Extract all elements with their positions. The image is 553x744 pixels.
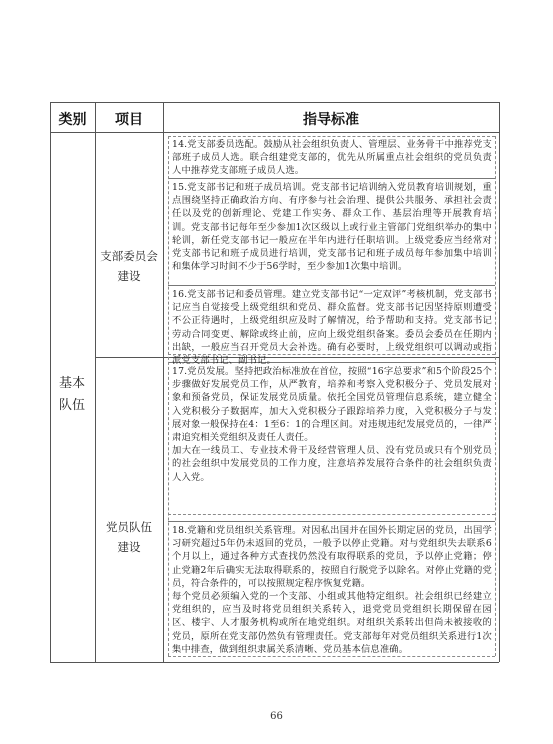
item-label-line: 建设 <box>117 269 141 283</box>
category-label <box>51 373 93 417</box>
header-category: 类别 <box>58 112 87 128</box>
page-number: 66 <box>270 711 283 722</box>
entry-paragraph: 加大在一线员工、专业技术骨干及经营管理人员、没有党员或只有个别党员的社会组织中发展党员的工作力度，注意培养发展符合条件的社会组织负责人入党。 <box>172 445 492 483</box>
entry-paragraph: 15.党支部书记和班子成员培训。党支部书记培训纳入党员教育培训规划，重点围绕坚持正确政治方向、有序参与社会治理、提供公共服务、承担社会责任以及党的创新理论、党建工作实务、群众工作、基层治理等开展教育培训。党支部书记每年至少参加1次区级以上或行业主管部门党组织举办的集中轮训，新任党支部书记一般应在半年内进行任职培训。上级党委应当经常对党支部书记和班子成员进行培训，党支部书记和班子成员每年参加集中培训和集体学习时间不少于56学时，至少参加1次集中培训。 <box>172 182 492 273</box>
item-label-line: 建设 <box>117 540 141 554</box>
category-label-line: 队伍 <box>58 398 85 413</box>
entry-paragraph: 16.党支部书记和委员管理。建立党支部书记“一定双评”考核机制，党支部书记应当自觉接受上级党组织和党员、群众监督。党支部书记因坚持原则遭受不公正待遇时，上级党组织应及时了解情况，给予帮助和支持。党支部书记劳动合同变更、解除或终止前，应向上级党组织备案。委员会委员在任期内出缺，一般应当召开党员大会补选。确有必要时，上级党组织可以调动或指派党支部书记、副书记。 <box>172 289 492 367</box>
entry-box-bottom <box>168 656 495 657</box>
entry-paragraph: 18.党籍和党员组织关系管理。对因私出国并在国外长期定居的党员，出国学习研究超过5年仍未返回的党员，一般予以停止党籍。对与党组织失去联系6个月以上，通过各种方式查找仍然没有取得联系的党员，予以停止党籍；停止党籍2年后确实无法取得联系的，按照自行脱党予以除名。对停止党籍的党员，符合条件的，可以按照规定程序恢复党籍。 <box>172 525 492 589</box>
entry-separator <box>168 521 495 522</box>
category-label-line: 基本 <box>58 376 85 391</box>
table-top-border <box>50 102 499 103</box>
entry-paragraph: 17.党员发展。坚持把政治标准放在首位，按照“16字总要求”和5个阶段25个步骤做好发展党员工作，从严教育，培养和考察入党积极分子、党员发展对象和预备党员，保证发展党员质量。依托全国党员管理信息系统，建立健全入党积极分子数据库，加大入党积极分子跟踪培养力度，入党积极分子与发展对象一般保持在4：1至6：1的合理区间。对违规违纪发展党员的，一律严肃追究相关党组织及责任人责任。 <box>172 366 492 444</box>
entry-paragraph: 每个党员必须编入党的一个支部、小组或其他特定组织。社会组织已经建立党组织的，应当及时将党员组织关系转入，退党党员党组织长期保留在园区、楼宇、人才服务机构或所在地党组织。对组织关系转出但尚未被接收的党员，原所在党支部仍然负有管理责任。党支部每年对党员组织关系进行1次集中排查，做到组织隶属关系清晰、党员基本信息准确。 <box>172 591 492 655</box>
item-label-line: 党员队伍 <box>106 520 152 534</box>
entry-paragraph: 14.党支部委员选配。鼓励从社会组织负责人、管理层、业务骨干中推荐党支部班子成员人选。联合组建党支部的，优先从所属重点社会组织的党员负责人中推荐党支部班子成员人选。 <box>172 139 492 177</box>
item-label-committee <box>90 246 168 286</box>
header-standard: 指导标准 <box>303 112 359 128</box>
entry-17 <box>172 365 492 484</box>
right-border <box>499 102 500 662</box>
entry-separator <box>168 514 495 515</box>
entry-box-right <box>495 136 496 656</box>
entry-separator <box>168 285 495 286</box>
entry-16 <box>172 288 492 367</box>
entry-18 <box>172 524 492 656</box>
entry-box-top <box>168 136 495 137</box>
item-label-members <box>90 517 168 557</box>
entry-separator <box>168 178 495 179</box>
table-bottom-border <box>50 662 499 663</box>
item-label-line: 支部委员会 <box>100 249 158 263</box>
item-divider <box>163 102 164 662</box>
header-divider <box>50 132 499 133</box>
header-item: 项目 <box>115 112 143 128</box>
entry-15 <box>172 181 492 273</box>
entry-box-left <box>168 136 169 656</box>
category-divider <box>95 102 96 662</box>
entry-14 <box>172 138 492 178</box>
